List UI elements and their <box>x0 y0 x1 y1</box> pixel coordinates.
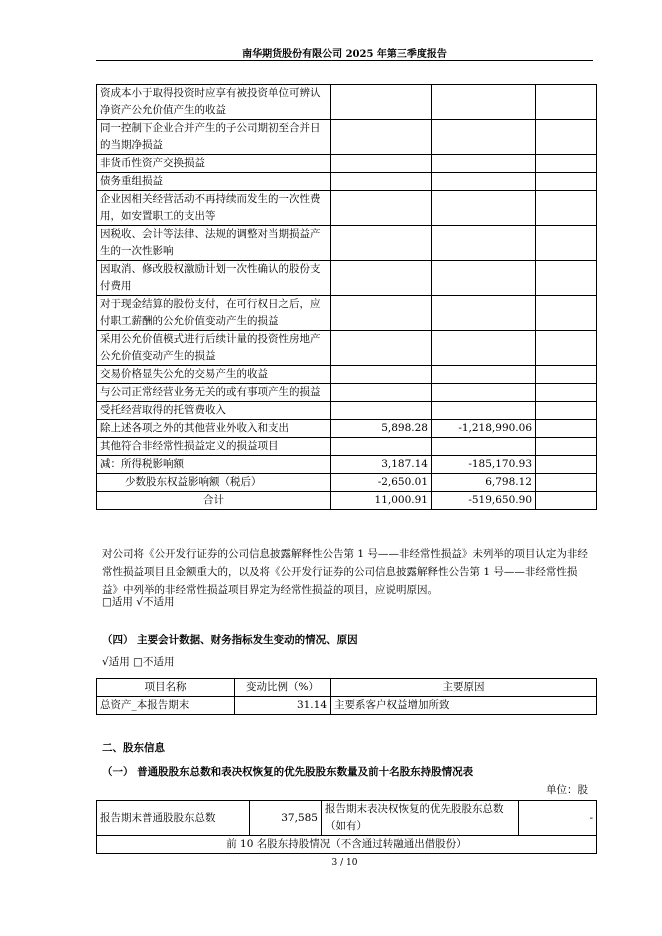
cell-note <box>536 155 597 173</box>
cell-current <box>331 85 432 120</box>
shareholder-table <box>96 800 597 854</box>
cell-ytd <box>432 120 536 155</box>
cell-current <box>331 191 432 226</box>
table-row <box>97 296 597 331</box>
table-row <box>97 492 597 510</box>
cell-ytd: -185,170.93 <box>432 456 536 474</box>
cell-note <box>536 331 597 366</box>
table-row <box>97 456 597 474</box>
preferred-shareholders-label: 报告期末表决权恢复的优先股股东总数（如有） <box>322 801 519 836</box>
total-shareholders-label: 报告期末普通股股东总数 <box>97 801 250 836</box>
cell-current: 5,898.28 <box>331 420 432 438</box>
cell-ytd <box>432 173 536 191</box>
cell-item: 除上述各项之外的其他营业外收入和支出 <box>97 420 331 438</box>
cell-note <box>536 191 597 226</box>
cell-item: 采用公允价值模式进行后续计量的投资性房地产公允价值变动产生的损益 <box>97 331 331 366</box>
cell-ytd <box>432 155 536 173</box>
table-row <box>97 438 597 456</box>
cell-current <box>331 384 432 402</box>
cell-note <box>536 402 597 420</box>
cell-item: 少数股东权益影响额（税后） <box>97 474 331 492</box>
cell-item: 合计 <box>97 492 331 510</box>
cell-ytd: -1,218,990.06 <box>432 420 536 438</box>
table-row <box>97 226 597 261</box>
table-row <box>97 85 597 120</box>
cell-ytd <box>432 402 536 420</box>
cell-current: -2,650.01 <box>331 474 432 492</box>
cell-ytd <box>432 85 536 120</box>
cell-current <box>331 366 432 384</box>
table-row <box>97 366 597 384</box>
cell-ytd: 6,798.12 <box>432 474 536 492</box>
table-row <box>97 261 597 296</box>
cell-item: 减：所得税影响额 <box>97 456 331 474</box>
cell-item: 因税收、会计等法律、法规的调整对当期损益产生的一次性影响 <box>97 226 331 261</box>
cell-current: 3,187.14 <box>331 456 432 474</box>
cell-current <box>331 120 432 155</box>
cell-item: 债务重组损益 <box>97 173 331 191</box>
cell-ytd: -519,650.90 <box>432 492 536 510</box>
cell-current: 11,000.91 <box>331 492 432 510</box>
unit-label: 单位：股 <box>546 784 588 796</box>
cell-item: 资成本小于取得投资时应享有被投资单位可辨认净资产公允价值产生的收益 <box>97 85 331 120</box>
table-row <box>97 331 597 366</box>
cell-current <box>331 261 432 296</box>
table-header-row <box>97 679 597 697</box>
page-number: 3 / 10 <box>331 858 358 868</box>
total-shareholders-value: 37,585 <box>250 801 322 836</box>
item-name: 总资产_本报告期末 <box>97 697 235 715</box>
table-row <box>97 173 597 191</box>
section2-title: 二、股东信息 <box>102 742 165 754</box>
cell-note <box>536 120 597 155</box>
column-header: 变动比例（%） <box>235 679 331 697</box>
cell-current <box>331 155 432 173</box>
header-divider <box>96 60 593 61</box>
main-reason: 主要系客户权益增加所致 <box>331 697 597 715</box>
column-header: 主要原因 <box>331 679 597 697</box>
preferred-shareholders-value: - <box>519 801 597 836</box>
cell-current <box>331 331 432 366</box>
explanation-paragraph: 对公司将《公开发行证券的公司信息披露解释性公告第 1 号——非经常性损益》未列举的项目认定为非经常性损益项目且金额重大的，以及将《公开发行证券的公司信息披露解释性公告第 1 号——非经常性损益》中列举的非经常性损益项目界定为经常性损益的项目，应说明原因。 <box>102 548 588 596</box>
cell-note <box>536 456 597 474</box>
section4-applicable: √适用 □不适用 <box>102 656 175 668</box>
change-ratio: 31.14 <box>235 697 331 715</box>
cell-note <box>536 85 597 120</box>
cell-note <box>536 296 597 331</box>
cell-item: 受托经营取得的托管费收入 <box>97 402 331 420</box>
cell-ytd <box>432 438 536 456</box>
cell-note <box>536 366 597 384</box>
cell-current <box>331 173 432 191</box>
nonrecurring-table <box>96 84 597 510</box>
cell-note <box>536 438 597 456</box>
table-row <box>97 801 597 836</box>
cell-item: 其他符合非经常性损益定义的损益项目 <box>97 438 331 456</box>
cell-ytd <box>432 261 536 296</box>
cell-item: 企业因相关经营活动不再持续而发生的一次性费用，如安置职工的支出等 <box>97 191 331 226</box>
cell-item: 与公司正常经营业务无关的或有事项产生的损益 <box>97 384 331 402</box>
cell-current <box>331 438 432 456</box>
cell-ytd <box>432 331 536 366</box>
section4-title: （四） 主要会计数据、财务指标发生变动的情况、原因 <box>102 634 358 646</box>
cell-ytd <box>432 226 536 261</box>
table-row <box>97 155 597 173</box>
cell-note <box>536 226 597 261</box>
cell-item: 对于现金结算的股份支付，在可行权日之后，应付职工薪酬的公允价值变动产生的损益 <box>97 296 331 331</box>
cell-current <box>331 402 432 420</box>
applicable-options: □适用 √不适用 <box>102 596 175 608</box>
table-row <box>97 120 597 155</box>
cell-ytd <box>432 366 536 384</box>
column-header: 项目名称 <box>97 679 235 697</box>
cell-ytd <box>432 191 536 226</box>
cell-note <box>536 420 597 438</box>
table-row <box>97 420 597 438</box>
cell-ytd <box>432 296 536 331</box>
table-row <box>97 697 597 715</box>
cell-note <box>536 261 597 296</box>
section2-subtitle: （一） 普通股股东总数和表决权恢复的优先股股东数量及前十名股东持股情况表 <box>102 766 474 778</box>
change-table <box>96 678 597 715</box>
cell-current <box>331 296 432 331</box>
cell-note <box>536 384 597 402</box>
cell-item: 非货币性资产交换损益 <box>97 155 331 173</box>
cell-item: 交易价格显失公允的交易产生的收益 <box>97 366 331 384</box>
cell-ytd <box>432 384 536 402</box>
table-row <box>97 836 597 854</box>
table-row <box>97 384 597 402</box>
cell-note <box>536 474 597 492</box>
cell-item: 因取消、修改股权激励计划一次性确认的股份支付费用 <box>97 261 331 296</box>
table-row <box>97 402 597 420</box>
table-row <box>97 191 597 226</box>
table-row <box>97 474 597 492</box>
cell-note <box>536 173 597 191</box>
cell-item: 同一控制下企业合并产生的子公司期初至合并日的当期净损益 <box>97 120 331 155</box>
top10-label: 前 10 名股东持股情况（不含通过转融通出借股份） <box>97 836 597 854</box>
cell-current <box>331 226 432 261</box>
cell-note <box>536 492 597 510</box>
page-header: 南华期货股份有限公司 2025 年第三季度报告 <box>242 49 447 60</box>
